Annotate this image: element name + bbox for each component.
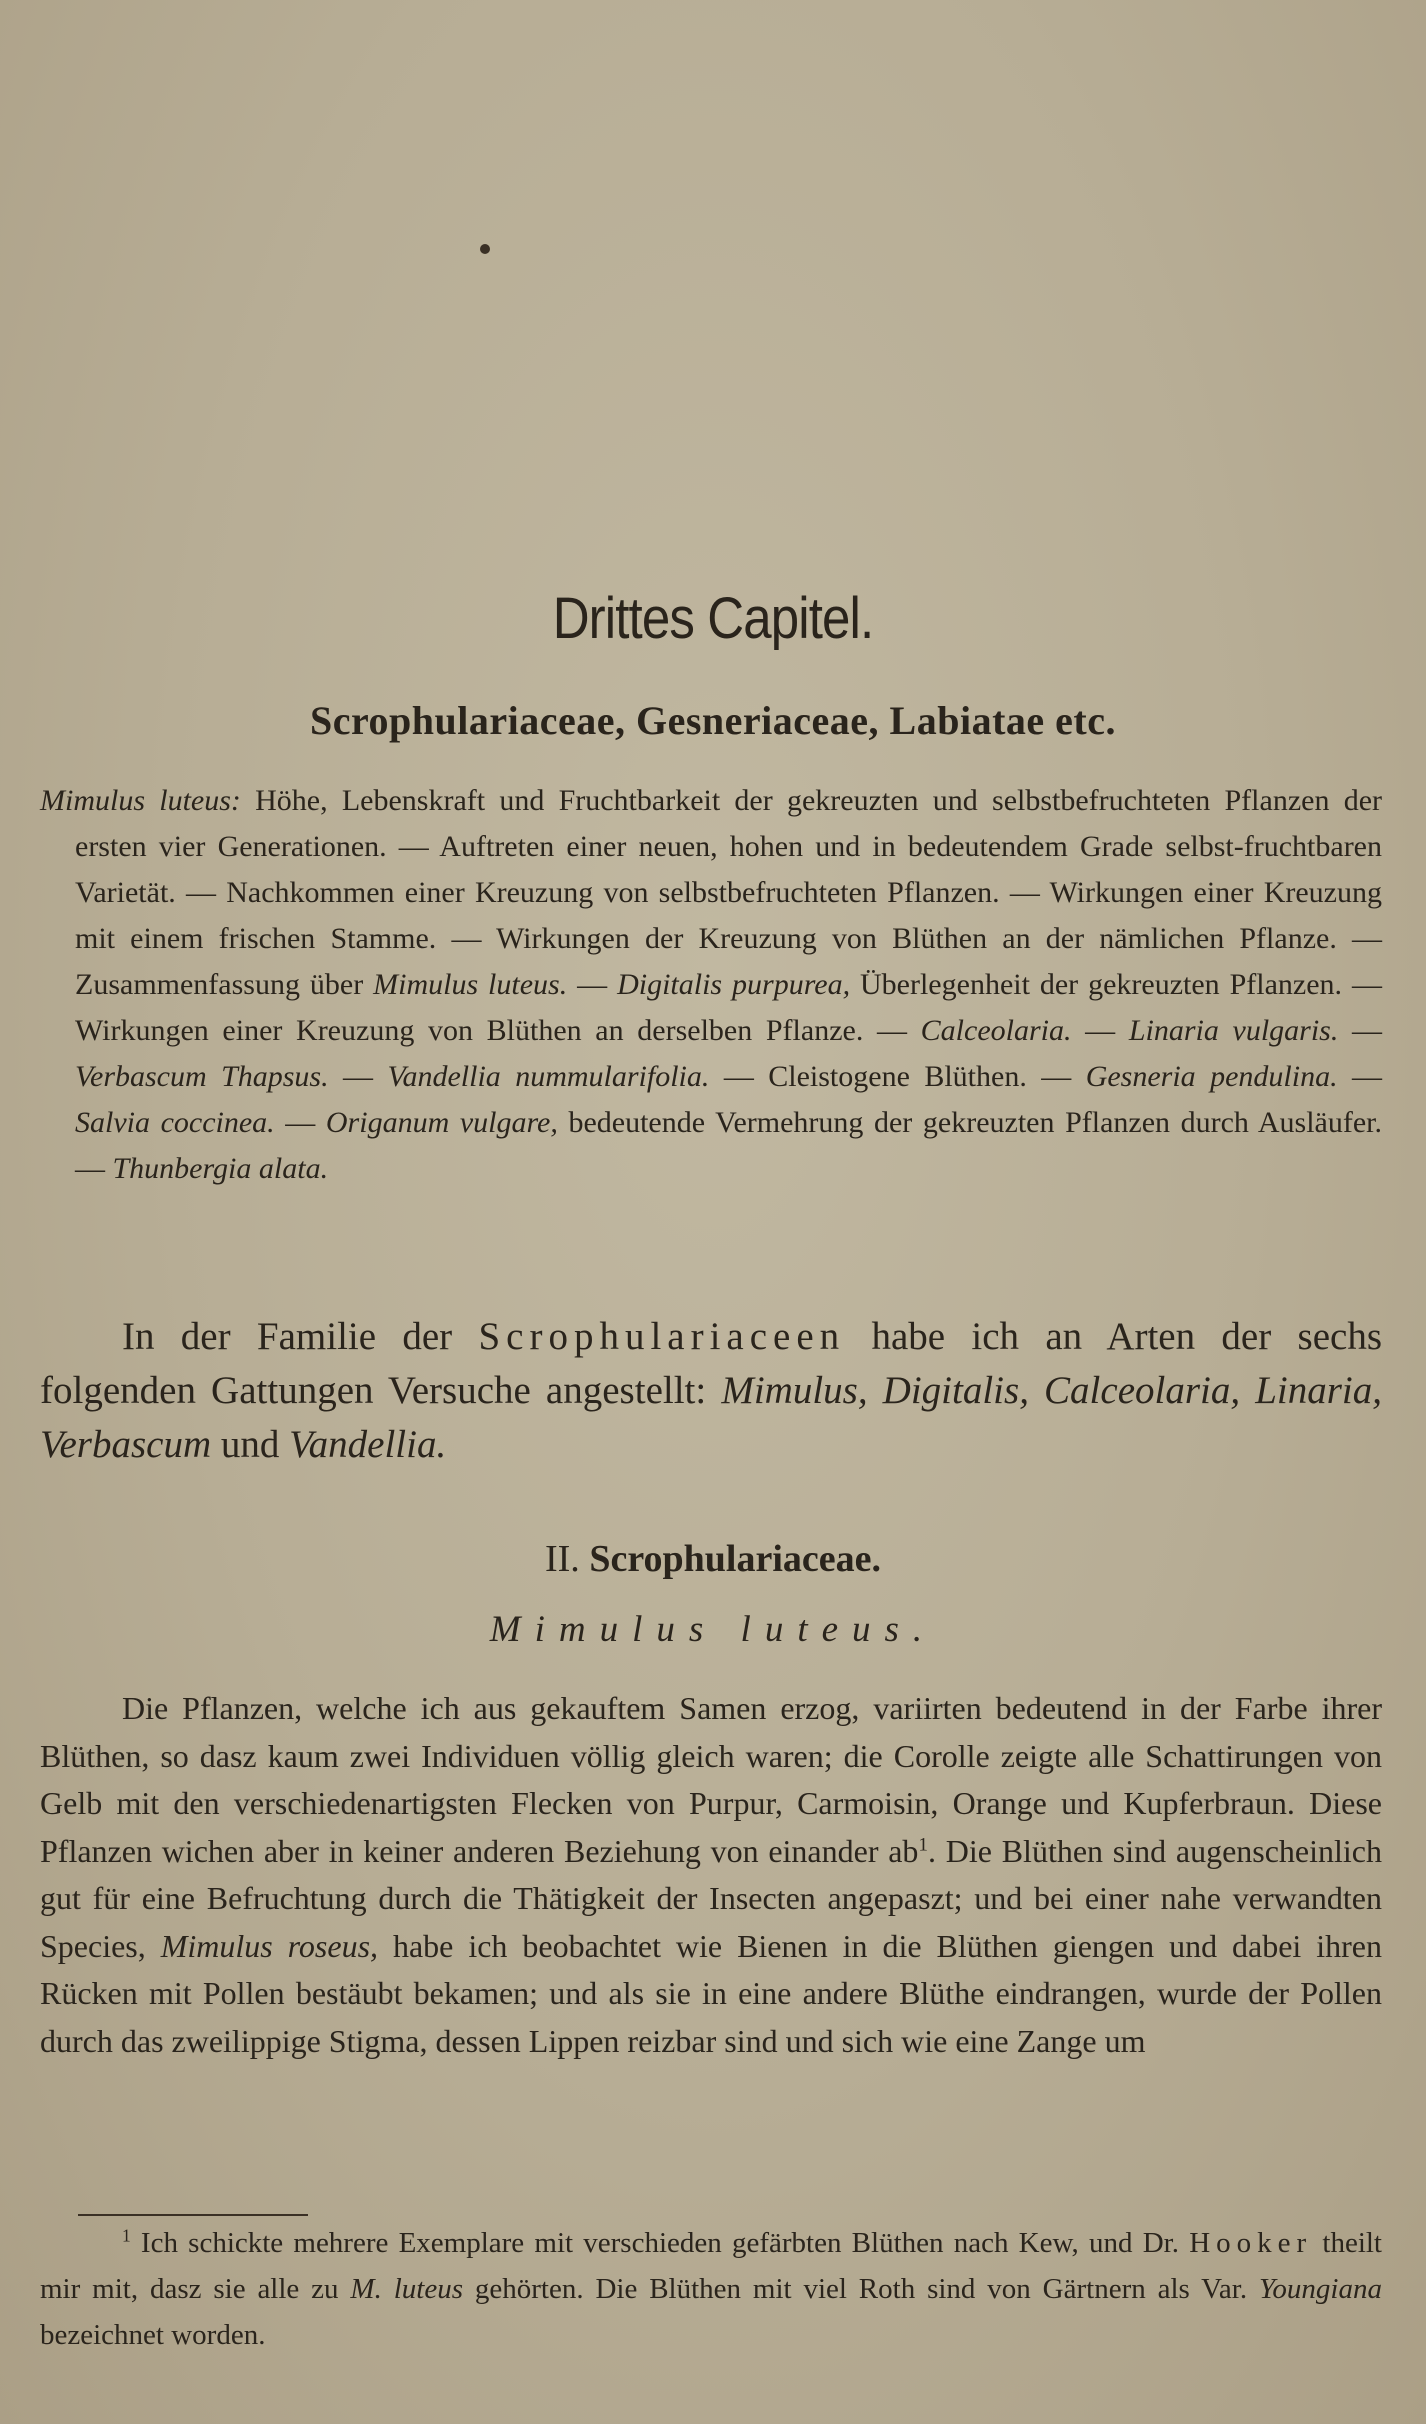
- chapter-subtitle: Scrophulariaceae, Gesneriaceae, Labiatae etc.: [309, 698, 1116, 743]
- summary-text: —: [567, 968, 618, 1001]
- summary-species: Vandellia nummularifolia.: [387, 1060, 710, 1093]
- summary-species: Linaria vulgaris.: [1128, 1014, 1339, 1047]
- summary-species: Salvia coccinea.: [75, 1106, 275, 1139]
- footnote-ref: 1: [918, 1833, 929, 1855]
- chapter-summary: [40, 778, 1382, 1192]
- footnote-marker: 1: [122, 2225, 131, 2246]
- footnote-name: Hooker: [1189, 2227, 1313, 2259]
- summary-text: Höhe, Lebenskraft und Fruchtbarkeit der gekreuzten und selbstbefruchteten Pflanzen der ersten vier Generationen. — Auftreten einer neuen, hohen und in bedeutendem Grade selbst-fruchtbaren Varietät. — Nachkommen einer Kreuzung von selbstbefruchteten Pflanzen. — Wirkungen einer Kreuzung mit einem frischen Stamme. — Wirkungen der Kreuzung von Blüthen an der nämlichen Pflanze. — Zusammenfassung über: [75, 784, 1382, 1001]
- intro-text: habe ich an Arten der sechs folgenden Gattungen Versuche angestellt:: [40, 1315, 1383, 1412]
- summary-species: Origanum vulgare,: [325, 1106, 558, 1139]
- intro-text: In der Familie der: [122, 1315, 479, 1358]
- intro-genera: Vandellia.: [289, 1423, 447, 1466]
- ink-speck: [480, 244, 490, 254]
- intro-text: und: [211, 1423, 290, 1466]
- footnote-species: Youngiana: [1258, 2273, 1382, 2305]
- summary-species: Calceolaria.: [920, 1014, 1072, 1047]
- summary-species: Digitalis purpurea,: [617, 968, 851, 1001]
- chapter-title: Drittes Capitel.: [552, 586, 874, 651]
- section-title: Scrophulariaceae.: [589, 1538, 881, 1580]
- summary-text: —: [1338, 1014, 1383, 1047]
- species-heading: Mimulus luteus.: [489, 1609, 937, 1650]
- footnote: [40, 2220, 1382, 2358]
- section-heading: [0, 1537, 1426, 1581]
- summary-species: Mimulus luteus:: [40, 784, 241, 817]
- summary-species: Thunbergia alata.: [112, 1152, 329, 1185]
- summary-text: Überlegenheit der gekreuzten Pflanzen. — Wirkungen einer Kreuzung von Blüthen an derselben Pflanze. —: [75, 968, 1382, 1047]
- intro-family: Scrophulariaceen: [478, 1315, 846, 1358]
- summary-text: —: [274, 1106, 326, 1139]
- summary-text: —: [1337, 1060, 1383, 1093]
- body-species: Mimulus roseus,: [160, 1927, 379, 1964]
- body-paragraph: [40, 1685, 1382, 2065]
- summary-text: —: [1071, 1014, 1129, 1047]
- footnote-divider: [78, 2214, 308, 2216]
- summary-text: bedeutende Vermehrung der gekreuzten Pflanzen durch Ausläufer. —: [75, 1106, 1382, 1185]
- body-text: . Die Blüthen sind augenscheinlich gut für eine Befruchtung durch die Thätigkeit der Insecten angepaszt; und bei einer nahe verwandten Species,: [40, 1832, 1383, 1964]
- summary-species: Gesneria pendulina.: [1085, 1060, 1338, 1093]
- footnote-text: Ich schickte mehrere Exemplare mit verschieden gefärbten Blüthen nach Kew, und Dr.: [130, 2227, 1190, 2259]
- body-text: habe ich beobachtet wie Bienen in die Blüthen giengen und dabei ihren Rücken mit Pollen bestäubt bekamen; und als sie in eine andere Blüthe eindrangen, wurde der Pollen durch das zweilippige Stigma, dessen Lippen reizbar sind und sich wie eine Zange um: [40, 1927, 1383, 2059]
- footnote-species: M. luteus: [350, 2273, 463, 2305]
- summary-text: —: [328, 1060, 388, 1093]
- section-number: II.: [545, 1538, 580, 1580]
- footnote-text: bezeichnet worden.: [40, 2319, 266, 2351]
- summary-text: — Cleistogene Blüthen. —: [709, 1060, 1086, 1093]
- intro-paragraph: [40, 1310, 1382, 1472]
- body-text: Die Pflanzen, welche ich aus gekauftem Samen erzog, variirten bedeutend in der Farbe ihrer Blüthen, so dasz kaum zwei Individuen völlig gleich waren; die Corolle zeigte alle Schattirungen von Gelb mit den verschiedenartigsten Flecken von Purpur, Carmoisin, Orange und Kupferbraun. Diese Pflanzen wichen aber in keiner anderen Beziehung von einander ab: [40, 1690, 1382, 1869]
- intro-genera: Mimulus, Digitalis, Calceolaria, Linaria, Verbascum: [40, 1369, 1383, 1466]
- summary-species: Verbascum Thapsus.: [75, 1060, 329, 1093]
- summary-species: Mimulus luteus.: [373, 968, 568, 1001]
- footnote-text: theilt mir mit, dasz sie alle zu: [40, 2227, 1382, 2305]
- footnote-text: gehörten. Die Blüthen mit viel Roth sind von Gärtnern als Var.: [462, 2273, 1259, 2305]
